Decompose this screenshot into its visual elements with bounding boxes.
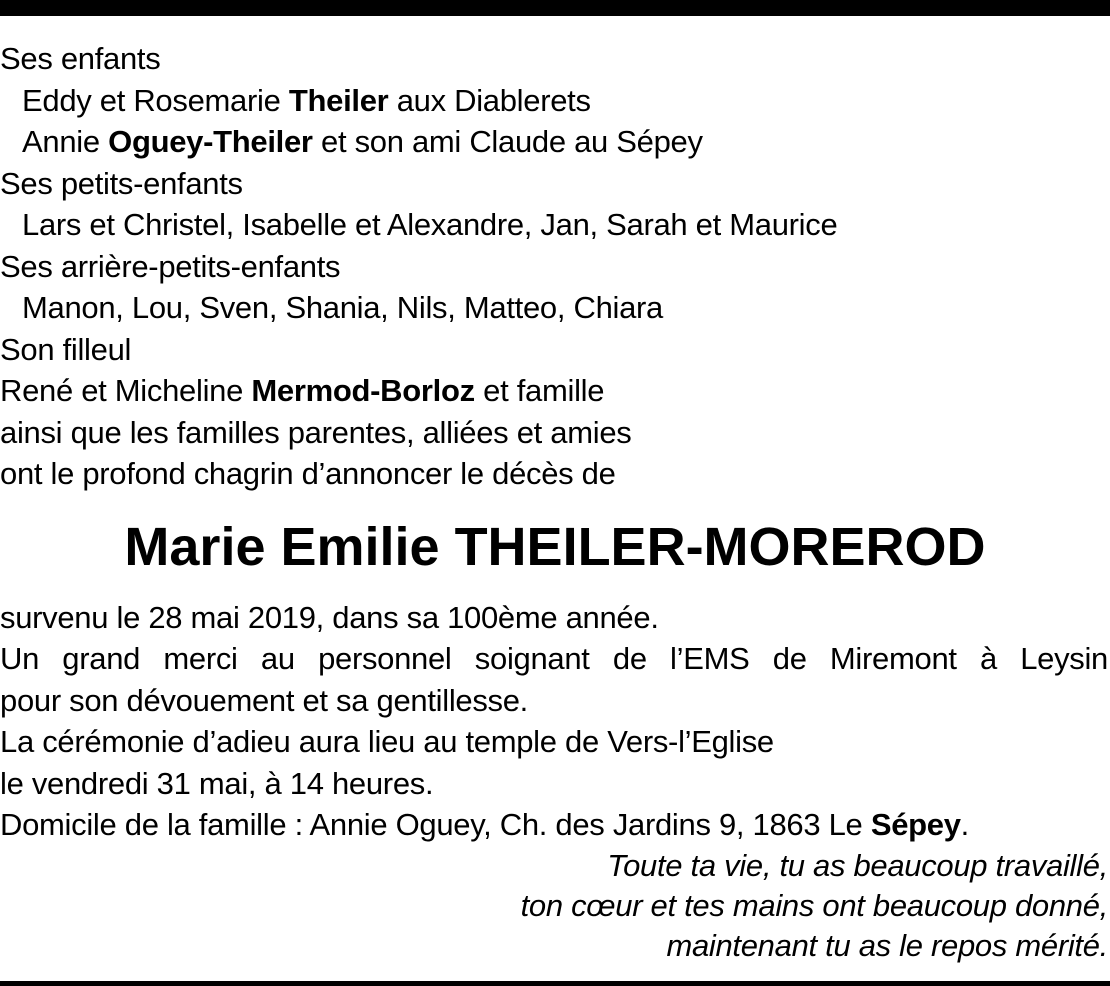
grandchildren-names: Lars et Christel, Isabelle et Alexandre, Jan, Sarah et Maurice — [22, 207, 838, 242]
thanks-word: personnel — [318, 641, 452, 676]
godson-prefix: René et Micheline — [0, 373, 244, 408]
domicile-line — [0, 804, 1110, 846]
ceremony-line-1: La cérémonie d’adieu aura lieu au temple de Vers-l’Eglise — [0, 724, 774, 759]
godson-heading: Son filleul — [0, 331, 132, 367]
godson-surname: Mermod-Borloz — [251, 373, 475, 408]
thanks-word: grand — [62, 641, 141, 676]
announcement-line: ont le profond chagrin d’annoncer le décès de — [0, 456, 616, 491]
child1-prefix: Eddy et Rosemarie — [22, 82, 281, 118]
godson-line — [0, 370, 1110, 412]
child2-suffix: et son ami Claude au Sépey — [321, 124, 703, 159]
obituary-notice — [0, 38, 1110, 966]
thanks-word: Un — [0, 641, 40, 676]
child-line-1 — [0, 80, 1110, 122]
thanks-word: de — [772, 641, 807, 676]
domicile-end: . — [960, 807, 969, 842]
child1-surname: Theiler — [288, 82, 389, 118]
grandchildren-heading: Ses petits-enfants — [0, 165, 243, 201]
obituary-details — [0, 597, 1110, 846]
thanks-word: à — [979, 641, 997, 676]
godson-suffix: et famille — [483, 373, 605, 408]
domicile-prefix: Domicile de la famille : Annie Oguey, Ch. des Jardins 9, 1863 Le — [0, 807, 863, 842]
thanks-word: merci — [163, 641, 238, 676]
domicile-place: Sépey — [870, 807, 961, 842]
ceremony-line-2: le vendredi 31 mai, à 14 heures. — [0, 765, 434, 801]
thanks-word: l’EMS — [670, 641, 750, 676]
child2-prefix: Annie — [22, 124, 100, 159]
great-grandchildren-heading: Ses arrière-petits-enfants — [0, 248, 341, 284]
poem-line-3: maintenant tu as le repos mérité. — [666, 927, 1108, 963]
thanks-word: de — [612, 641, 647, 676]
child1-suffix: aux Diablerets — [396, 82, 591, 118]
children-heading: Ses enfants — [0, 41, 161, 76]
thanks-line — [0, 638, 1108, 680]
great-grandchildren-names: Manon, Lou, Sven, Shania, Nils, Matteo, Chiara — [22, 290, 663, 325]
bottom-border-rule — [0, 981, 1110, 986]
relatives-line: ainsi que les familles parentes, alliées et amies — [0, 414, 632, 450]
thanks-word: soignant — [474, 641, 590, 676]
closing-poem — [0, 846, 1110, 966]
top-border-rule — [0, 0, 1110, 16]
child2-surname: Oguey-Theiler — [108, 124, 313, 159]
poem-line-2: ton cœur et tes mains ont beaucoup donné, — [520, 887, 1108, 923]
poem-line-1: Toute ta vie, tu as beaucoup travaillé, — [607, 847, 1108, 883]
child-line-2 — [0, 121, 1110, 163]
deceased-name-title: Marie Emilie THEILER-MOREROD — [124, 516, 986, 577]
death-date-line: survenu le 28 mai 2019, dans sa 100ème année. — [0, 599, 659, 635]
thanks-word: au — [260, 641, 295, 676]
thanks-word: Leysin — [1020, 641, 1108, 676]
thanks-line-2: pour son dévouement et sa gentillesse. — [0, 682, 528, 718]
thanks-word: Miremont — [829, 641, 957, 676]
